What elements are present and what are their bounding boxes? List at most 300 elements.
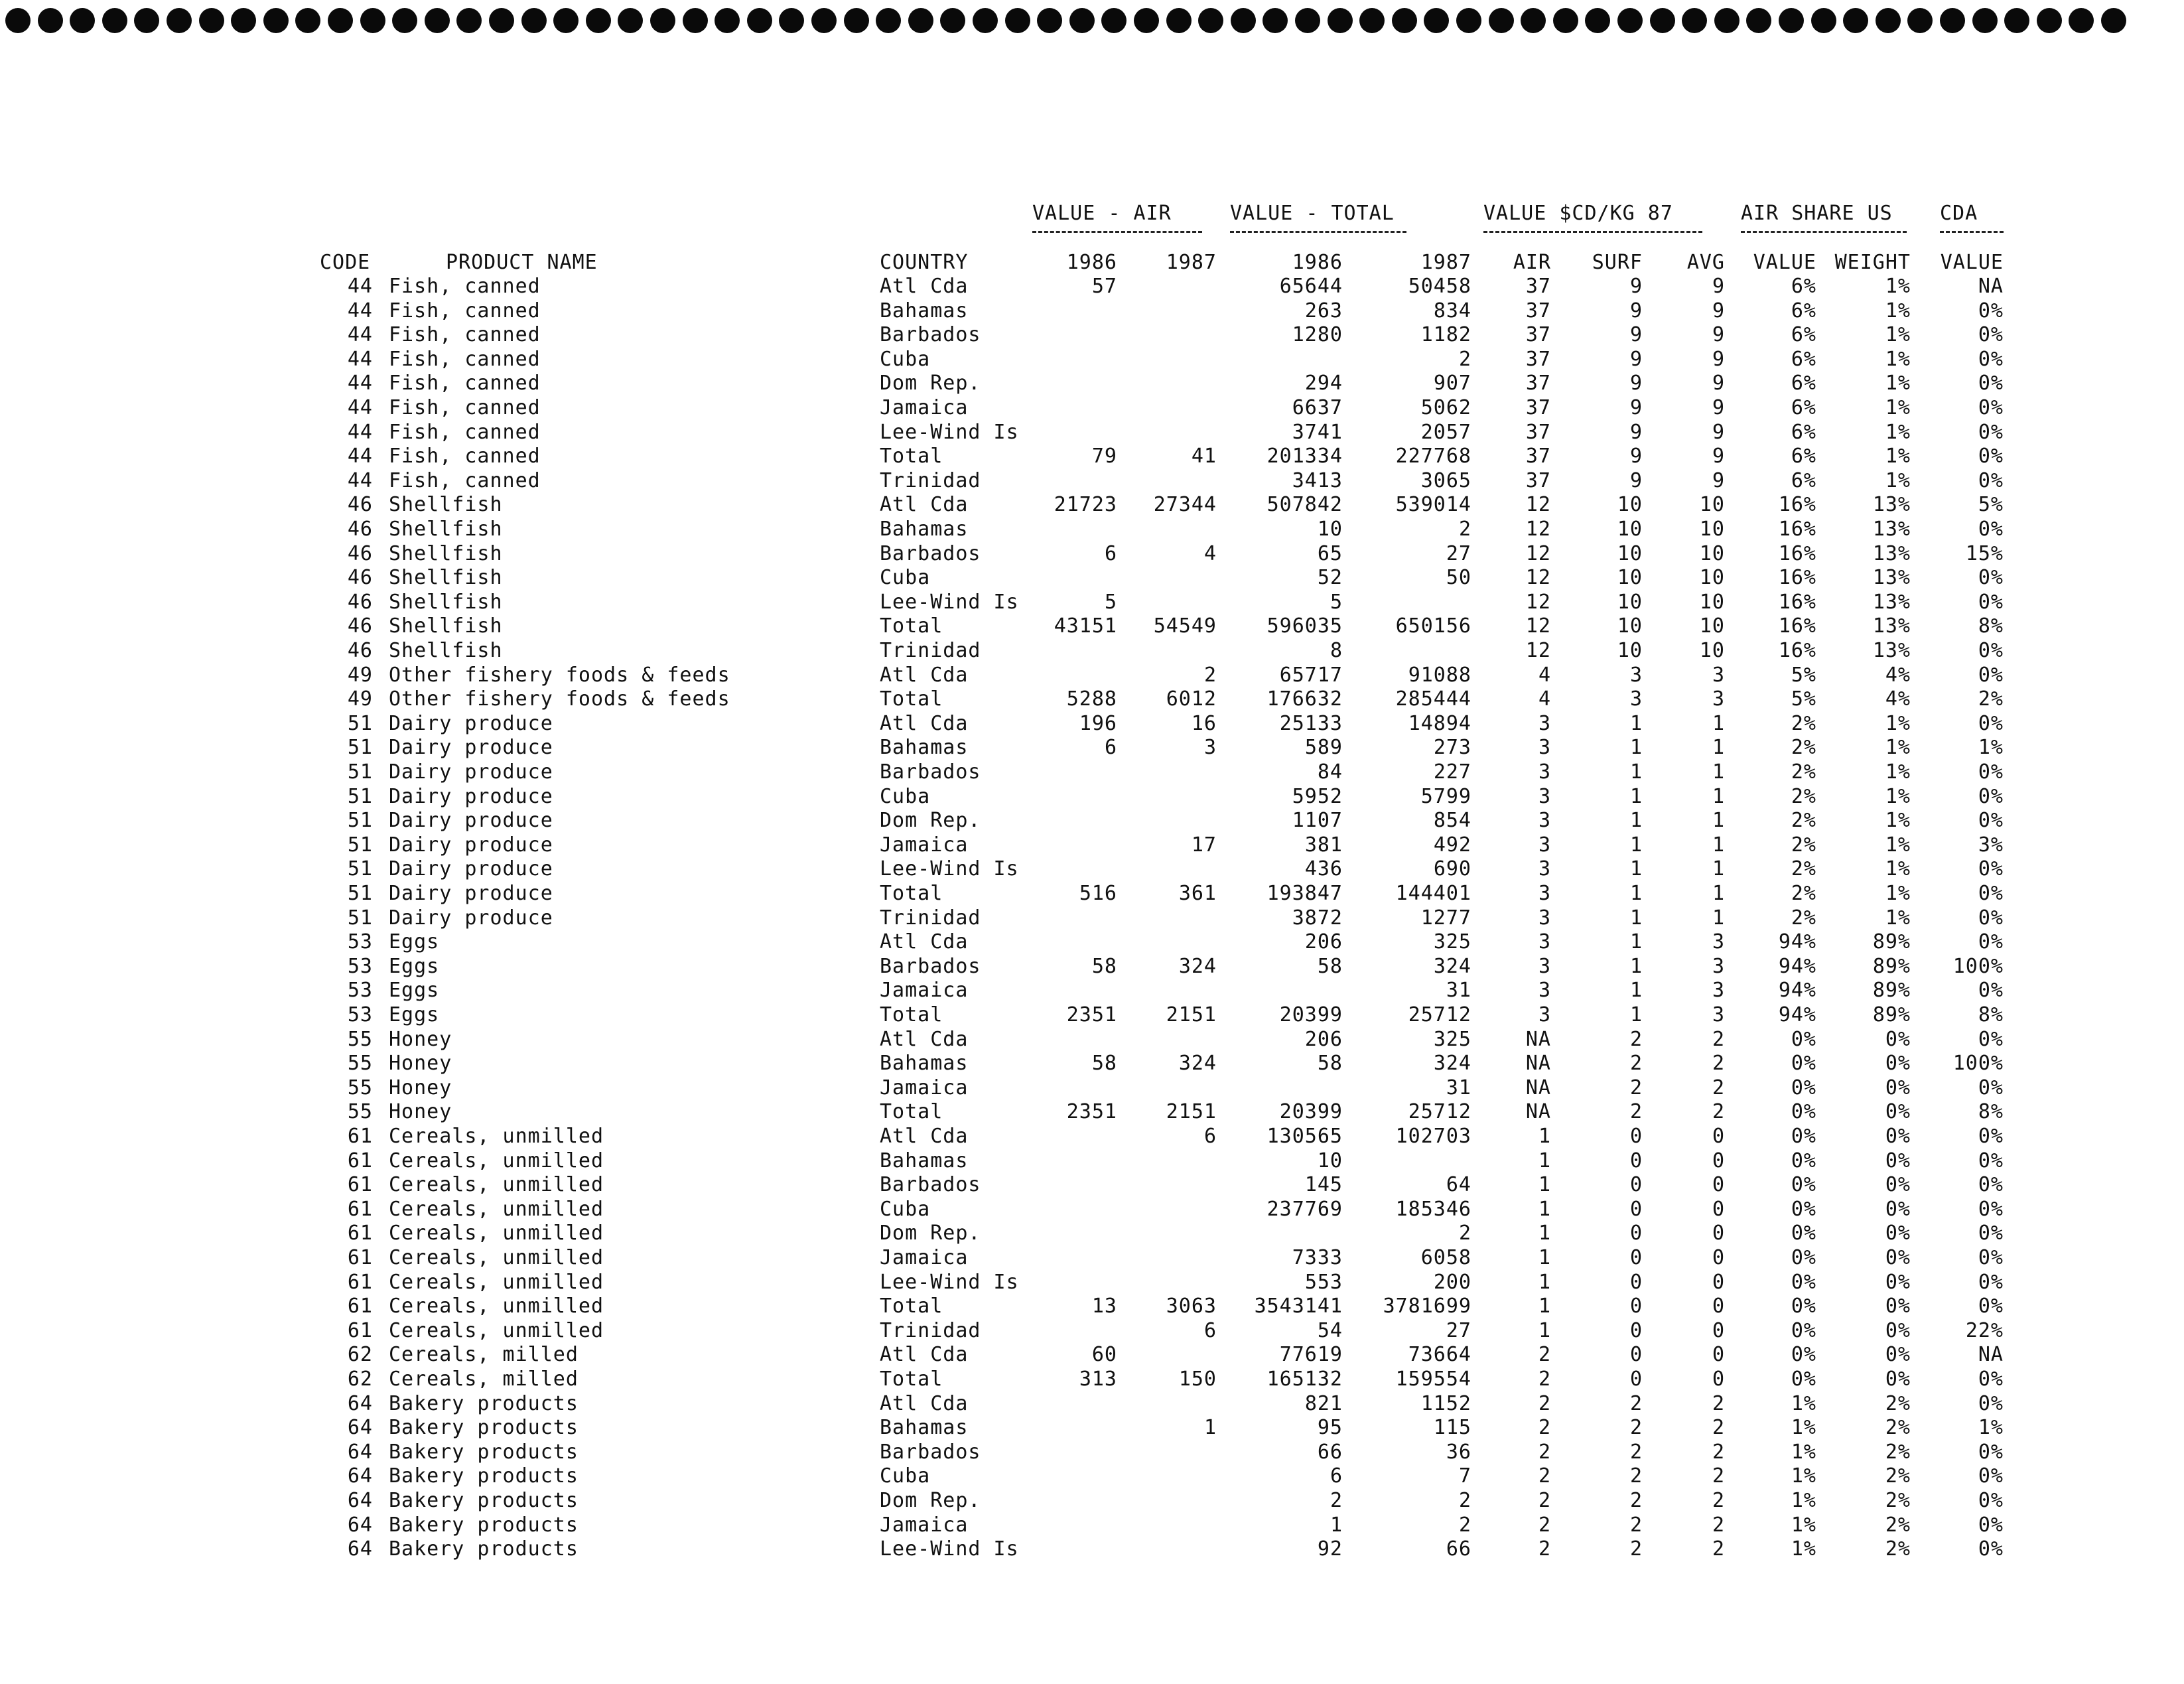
cell-total-1987: 6058 [1420, 1246, 1471, 1269]
cell-country: Atl Cda [880, 1125, 969, 1148]
cell-kg-avg: 2 [1712, 1489, 1725, 1512]
cell-code: 55 [347, 1100, 373, 1123]
cell-cda-value: 0% [1978, 396, 2004, 419]
cell-code: 61 [347, 1295, 373, 1318]
cell-kg-air: 12 [1525, 518, 1551, 541]
cell-total-1987: 2 [1458, 348, 1471, 371]
cell-air-1986: 79 [1091, 445, 1117, 468]
column-header-total-1987: 1987 [1420, 251, 1471, 274]
cell-total-1987: 14894 [1408, 712, 1471, 735]
cell-kg-air: 12 [1525, 493, 1551, 516]
cell-share-weight: 1% [1885, 469, 1911, 492]
cell-share-value: 6% [1791, 372, 1816, 395]
cell-total-1987: 1277 [1420, 906, 1471, 930]
cell-kg-air: 1 [1538, 1198, 1551, 1221]
cell-product-name: Cereals, unmilled [389, 1271, 604, 1294]
cell-total-1986: 165132 [1266, 1368, 1343, 1391]
cell-total-1987: 539014 [1395, 493, 1471, 516]
cell-country: Lee-Wind Is [880, 591, 1019, 614]
cell-total-1986: 65644 [1279, 275, 1343, 298]
cell-cda-value: 0% [1978, 469, 2004, 492]
cell-kg-avg: 10 [1699, 614, 1725, 638]
cell-cda-value: 0% [1978, 930, 2004, 953]
cell-total-1986: 6 [1330, 1464, 1343, 1488]
cell-kg-surf: 2 [1629, 1537, 1643, 1561]
cell-total-1987: 66 [1446, 1537, 1471, 1561]
cell-code: 61 [347, 1319, 373, 1342]
cell-cda-value: 0% [1978, 566, 2004, 589]
cell-product-name: Dairy produce [389, 736, 553, 759]
cell-share-weight: 2% [1885, 1416, 1911, 1439]
cell-air-1987: 324 [1178, 1052, 1217, 1075]
cell-cda-value: 0% [1978, 1028, 2004, 1051]
cell-country: Total [880, 614, 943, 638]
cell-country: Trinidad [880, 469, 981, 492]
cell-kg-avg: 0 [1712, 1295, 1725, 1318]
cell-total-1987: 834 [1433, 299, 1471, 322]
cell-share-value: 94% [1778, 979, 1816, 1002]
cell-share-value: 16% [1778, 542, 1816, 565]
cell-share-weight: 1% [1885, 857, 1911, 880]
cell-code: 61 [347, 1125, 373, 1148]
column-header-total-1986: 1986 [1292, 251, 1343, 274]
cell-kg-air: 2 [1538, 1440, 1551, 1464]
cell-kg-surf: 2 [1629, 1052, 1643, 1075]
cell-country: Bahamas [880, 1149, 969, 1172]
cell-total-1987: 1152 [1420, 1392, 1471, 1415]
cell-share-weight: 1% [1885, 736, 1911, 759]
cell-total-1987: 650156 [1395, 614, 1471, 638]
cell-kg-avg: 2 [1712, 1440, 1725, 1464]
cell-kg-avg: 0 [1712, 1246, 1725, 1269]
cell-total-1987: 27 [1446, 542, 1471, 565]
cell-cda-value: 0% [1978, 639, 2004, 662]
cell-cda-value: 15% [1965, 542, 2004, 565]
cell-share-weight: 0% [1885, 1076, 1911, 1099]
cell-country: Barbados [880, 1173, 981, 1196]
cell-share-value: 0% [1791, 1343, 1816, 1366]
cell-cda-value: 0% [1978, 857, 2004, 880]
cell-share-value: 1% [1791, 1537, 1816, 1561]
cell-cda-value: 1% [1978, 1416, 2004, 1439]
cell-total-1986: 436 [1304, 857, 1343, 880]
cell-total-1987: 907 [1433, 372, 1471, 395]
cell-kg-air: 2 [1538, 1392, 1551, 1415]
cell-share-weight: 1% [1885, 396, 1911, 419]
cell-country: Jamaica [880, 1246, 969, 1269]
cell-code: 44 [347, 299, 373, 322]
cell-country: Jamaica [880, 1076, 969, 1099]
cell-country: Total [880, 687, 943, 711]
cell-product-name: Fish, canned [389, 421, 541, 444]
cell-product-name: Shellfish [389, 518, 503, 541]
cell-product-name: Cereals, unmilled [389, 1173, 604, 1196]
cell-cda-value: 0% [1978, 1149, 2004, 1172]
cell-code: 61 [347, 1246, 373, 1269]
cell-kg-air: 2 [1538, 1489, 1551, 1512]
cell-cda-value: 8% [1978, 1100, 2004, 1123]
cell-product-name: Dairy produce [389, 760, 553, 784]
cell-total-1987: 325 [1433, 930, 1471, 953]
cell-share-value: 0% [1791, 1125, 1816, 1148]
cell-kg-air: 1 [1538, 1173, 1551, 1196]
cell-cda-value: 0% [1978, 1271, 2004, 1294]
cell-total-1986: 206 [1304, 930, 1343, 953]
cell-share-weight: 2% [1885, 1464, 1911, 1488]
column-header-cda-value: VALUE [1940, 251, 2004, 274]
cell-kg-avg: 10 [1699, 542, 1725, 565]
cell-code: 44 [347, 323, 373, 346]
cell-product-name: Fish, canned [389, 469, 541, 492]
cell-kg-avg: 0 [1712, 1198, 1725, 1221]
cell-share-value: 0% [1791, 1222, 1816, 1245]
cell-kg-air: 37 [1525, 299, 1551, 322]
cell-kg-surf: 1 [1629, 906, 1643, 930]
cell-kg-air: 1 [1538, 1246, 1551, 1269]
cell-kg-surf: 0 [1629, 1198, 1643, 1221]
cell-country: Cuba [880, 566, 931, 589]
cell-kg-avg: 3 [1712, 955, 1725, 978]
column-header-code: CODE [320, 251, 371, 274]
cell-product-name: Cereals, unmilled [389, 1125, 604, 1148]
cell-kg-avg: 9 [1712, 421, 1725, 444]
cell-share-value: 0% [1791, 1052, 1816, 1075]
cell-kg-air: 12 [1525, 591, 1551, 614]
cell-country: Barbados [880, 323, 981, 346]
cell-code: 49 [347, 664, 373, 687]
cell-total-1986: 237769 [1266, 1198, 1343, 1221]
cell-code: 55 [347, 1028, 373, 1051]
cell-code: 55 [347, 1076, 373, 1099]
cell-total-1987: 2057 [1420, 421, 1471, 444]
cell-code: 61 [347, 1271, 373, 1294]
cell-share-value: 2% [1791, 712, 1816, 735]
cell-total-1986: 821 [1304, 1392, 1343, 1415]
cell-total-1986: 263 [1304, 299, 1343, 322]
cell-total-1986: 1280 [1292, 323, 1343, 346]
cell-kg-avg: 9 [1712, 396, 1725, 419]
cell-kg-surf: 10 [1617, 518, 1643, 541]
cell-kg-surf: 1 [1629, 979, 1643, 1002]
cell-code: 46 [347, 493, 373, 516]
cell-cda-value: 0% [1978, 299, 2004, 322]
cell-product-name: Shellfish [389, 591, 503, 614]
cell-share-value: 2% [1791, 760, 1816, 784]
cell-air-1986: 57 [1091, 275, 1117, 298]
cell-air-1987: 41 [1191, 445, 1217, 468]
cell-product-name: Honey [389, 1100, 452, 1123]
cell-country: Atl Cda [880, 664, 969, 687]
cell-share-weight: 89% [1872, 979, 1911, 1002]
cell-product-name: Dairy produce [389, 857, 553, 880]
cell-share-value: 0% [1791, 1149, 1816, 1172]
cell-share-value: 6% [1791, 299, 1816, 322]
cell-share-weight: 1% [1885, 372, 1911, 395]
cell-code: 61 [347, 1198, 373, 1221]
cell-total-1987: 325 [1433, 1028, 1471, 1051]
cell-total-1986: 6637 [1292, 396, 1343, 419]
cell-code: 44 [347, 348, 373, 371]
cell-product-name: Bakery products [389, 1537, 579, 1561]
cell-kg-avg: 3 [1712, 687, 1725, 711]
cell-kg-avg: 9 [1712, 469, 1725, 492]
cell-kg-avg: 2 [1712, 1076, 1725, 1099]
cell-product-name: Cereals, unmilled [389, 1246, 604, 1269]
cell-product-name: Honey [389, 1052, 452, 1075]
cell-share-weight: 1% [1885, 348, 1911, 371]
cell-cda-value: 0% [1978, 1464, 2004, 1488]
cell-air-1987: 16 [1191, 712, 1217, 735]
cell-kg-surf: 1 [1629, 833, 1643, 857]
cell-product-name: Honey [389, 1076, 452, 1099]
cell-share-weight: 2% [1885, 1513, 1911, 1537]
cell-kg-avg: 1 [1712, 833, 1725, 857]
cell-air-1987: 2151 [1166, 1100, 1217, 1123]
cell-share-value: 0% [1791, 1076, 1816, 1099]
cell-total-1987: 27 [1446, 1319, 1471, 1342]
cell-kg-avg: 3 [1712, 1003, 1725, 1026]
cell-kg-avg: 9 [1712, 275, 1725, 298]
cell-share-value: 0% [1791, 1271, 1816, 1294]
cell-product-name: Bakery products [389, 1392, 579, 1415]
cell-share-weight: 1% [1885, 785, 1911, 808]
cell-kg-avg: 2 [1712, 1052, 1725, 1075]
cell-product-name: Cereals, milled [389, 1343, 579, 1366]
cell-kg-avg: 10 [1699, 518, 1725, 541]
cell-share-weight: 2% [1885, 1440, 1911, 1464]
cell-cda-value: 100% [1952, 955, 2004, 978]
cell-kg-avg: 0 [1712, 1368, 1725, 1391]
cell-cda-value: 0% [1978, 760, 2004, 784]
cell-country: Dom Rep. [880, 1222, 981, 1245]
cell-kg-surf: 0 [1629, 1295, 1643, 1318]
cell-code: 62 [347, 1343, 373, 1366]
cell-kg-air: NA [1525, 1052, 1551, 1075]
cell-kg-surf: 9 [1629, 396, 1643, 419]
cell-total-1986: 193847 [1266, 882, 1343, 905]
cell-total-1987: 31 [1446, 979, 1471, 1002]
cell-air-1987: 3063 [1166, 1295, 1217, 1318]
cell-country: Cuba [880, 1464, 931, 1488]
cell-code: 44 [347, 469, 373, 492]
cell-total-1986: 52 [1317, 566, 1343, 589]
cell-code: 64 [347, 1513, 373, 1537]
cell-cda-value: 0% [1978, 979, 2004, 1002]
cell-kg-surf: 0 [1629, 1343, 1643, 1366]
cell-kg-air: 37 [1525, 348, 1551, 371]
cell-code: 64 [347, 1464, 373, 1488]
cell-air-1986: 516 [1079, 882, 1117, 905]
cell-total-1986: 507842 [1266, 493, 1343, 516]
cell-total-1987: 5062 [1420, 396, 1471, 419]
cell-product-name: Other fishery foods & feeds [389, 687, 730, 711]
group-header-air-share: AIR SHARE US [1741, 202, 1893, 225]
cell-kg-surf: 9 [1629, 323, 1643, 346]
cell-kg-surf: 2 [1629, 1464, 1643, 1488]
cell-kg-surf: 0 [1629, 1125, 1643, 1148]
cell-total-1986: 201334 [1266, 445, 1343, 468]
cell-code: 46 [347, 566, 373, 589]
cell-cda-value: 0% [1978, 1392, 2004, 1415]
cell-share-weight: 1% [1885, 421, 1911, 444]
cell-kg-avg: 10 [1699, 566, 1725, 589]
cell-air-1987: 2151 [1166, 1003, 1217, 1026]
cell-country: Total [880, 1003, 943, 1026]
cell-product-name: Shellfish [389, 614, 503, 638]
cell-share-value: 94% [1778, 930, 1816, 953]
cell-air-1986: 60 [1091, 1343, 1117, 1366]
cell-product-name: Dairy produce [389, 906, 553, 930]
cell-share-value: 2% [1791, 833, 1816, 857]
cell-kg-air: 3 [1538, 1003, 1551, 1026]
column-header-product-name: PRODUCT NAME [446, 251, 598, 274]
cell-total-1986: 294 [1304, 372, 1343, 395]
cell-country: Atl Cda [880, 275, 969, 298]
cell-kg-air: 1 [1538, 1295, 1551, 1318]
cell-cda-value: NA [1978, 1343, 2004, 1366]
cell-kg-surf: 1 [1629, 809, 1643, 832]
cell-share-value: 16% [1778, 493, 1816, 516]
cell-country: Barbados [880, 760, 981, 784]
cell-product-name: Fish, canned [389, 275, 541, 298]
cell-total-1986: 381 [1304, 833, 1343, 857]
cell-air-1987: 4 [1203, 542, 1217, 565]
cell-total-1987: 144401 [1395, 882, 1471, 905]
cell-cda-value: 8% [1978, 1003, 2004, 1026]
cell-country: Total [880, 1368, 943, 1391]
cell-share-value: 6% [1791, 275, 1816, 298]
cell-code: 44 [347, 396, 373, 419]
cell-cda-value: 100% [1952, 1052, 2004, 1075]
cell-country: Dom Rep. [880, 372, 981, 395]
cell-total-1987: 50458 [1408, 275, 1471, 298]
cell-kg-air: 12 [1525, 639, 1551, 662]
cell-country: Barbados [880, 955, 981, 978]
cell-total-1986: 65717 [1279, 664, 1343, 687]
cell-total-1987: 2 [1458, 1222, 1471, 1245]
cell-cda-value: 0% [1978, 1440, 2004, 1464]
cell-code: 53 [347, 979, 373, 1002]
cell-cda-value: 0% [1978, 372, 2004, 395]
cell-cda-value: 0% [1978, 591, 2004, 614]
cell-kg-avg: 0 [1712, 1343, 1725, 1366]
cell-kg-avg: 2 [1712, 1513, 1725, 1537]
cell-kg-surf: 9 [1629, 421, 1643, 444]
cell-total-1987: 285444 [1395, 687, 1471, 711]
cell-air-1987: 2 [1203, 664, 1217, 687]
cell-cda-value: 0% [1978, 1173, 2004, 1196]
cell-total-1986: 10 [1317, 518, 1343, 541]
cell-share-weight: 13% [1872, 518, 1911, 541]
cell-total-1986: 8 [1330, 639, 1343, 662]
cell-country: Atl Cda [880, 493, 969, 516]
cell-cda-value: 0% [1978, 1489, 2004, 1512]
cell-share-value: 1% [1791, 1440, 1816, 1464]
cell-product-name: Shellfish [389, 639, 503, 662]
cell-product-name: Eggs [389, 930, 440, 953]
cell-kg-surf: 0 [1629, 1222, 1643, 1245]
cell-product-name: Eggs [389, 955, 440, 978]
cell-air-1986: 58 [1091, 955, 1117, 978]
cell-country: Cuba [880, 1198, 931, 1221]
cell-cda-value: 0% [1978, 518, 2004, 541]
cell-kg-avg: 1 [1712, 809, 1725, 832]
cell-share-value: 0% [1791, 1028, 1816, 1051]
cell-cda-value: 8% [1978, 614, 2004, 638]
cell-air-1987: 150 [1178, 1368, 1217, 1391]
cell-total-1987: 64 [1446, 1173, 1471, 1196]
cell-product-name: Dairy produce [389, 809, 553, 832]
column-header-air-1987: 1987 [1166, 251, 1217, 274]
cell-total-1986: 92 [1317, 1537, 1343, 1561]
cell-code: 46 [347, 639, 373, 662]
cell-share-value: 6% [1791, 396, 1816, 419]
cell-total-1986: 589 [1304, 736, 1343, 759]
cell-product-name: Bakery products [389, 1464, 579, 1488]
cell-country: Dom Rep. [880, 809, 981, 832]
cell-total-1987: 7 [1458, 1464, 1471, 1488]
cell-kg-avg: 0 [1712, 1222, 1725, 1245]
cell-kg-air: 3 [1538, 785, 1551, 808]
cell-share-weight: 0% [1885, 1052, 1911, 1075]
cell-product-name: Fish, canned [389, 445, 541, 468]
cell-total-1986: 130565 [1266, 1125, 1343, 1148]
cell-share-weight: 1% [1885, 882, 1911, 905]
cell-kg-avg: 3 [1712, 930, 1725, 953]
cell-total-1987: 31 [1446, 1076, 1471, 1099]
cell-kg-avg: 2 [1712, 1100, 1725, 1123]
cell-code: 64 [347, 1416, 373, 1439]
cell-share-value: 1% [1791, 1416, 1816, 1439]
cell-total-1987: 25712 [1408, 1003, 1471, 1026]
cell-cda-value: 0% [1978, 1198, 2004, 1221]
cell-air-1986: 21723 [1054, 493, 1117, 516]
cell-kg-surf: 1 [1629, 882, 1643, 905]
cell-kg-avg: 0 [1712, 1149, 1725, 1172]
cell-share-weight: 0% [1885, 1368, 1911, 1391]
cell-share-weight: 0% [1885, 1319, 1911, 1342]
cell-total-1986: 65 [1317, 542, 1343, 565]
cell-kg-avg: 2 [1712, 1464, 1725, 1488]
cell-product-name: Other fishery foods & feeds [389, 664, 730, 687]
cell-kg-surf: 9 [1629, 299, 1643, 322]
cell-kg-air: 3 [1538, 882, 1551, 905]
cell-share-weight: 4% [1885, 687, 1911, 711]
cell-total-1986: 176632 [1266, 687, 1343, 711]
cell-product-name: Dairy produce [389, 882, 553, 905]
cell-kg-air: 3 [1538, 736, 1551, 759]
cell-total-1987: 5799 [1420, 785, 1471, 808]
cell-cda-value: 1% [1978, 736, 2004, 759]
cell-product-name: Cereals, unmilled [389, 1149, 604, 1172]
cell-kg-avg: 0 [1712, 1125, 1725, 1148]
cell-kg-surf: 9 [1629, 469, 1643, 492]
cell-share-weight: 0% [1885, 1295, 1911, 1318]
underline-value-per-kg [1483, 231, 1702, 233]
cell-country: Cuba [880, 785, 931, 808]
cell-country: Atl Cda [880, 1028, 969, 1051]
cell-air-1986: 6 [1104, 542, 1117, 565]
cell-total-1986: 3872 [1292, 906, 1343, 930]
underline-air-share [1741, 231, 1907, 233]
cell-country: Total [880, 1100, 943, 1123]
cell-total-1987: 492 [1433, 833, 1471, 857]
cell-cda-value: 0% [1978, 785, 2004, 808]
cell-air-1987: 54549 [1153, 614, 1217, 638]
cell-share-weight: 13% [1872, 591, 1911, 614]
cell-total-1986: 145 [1304, 1173, 1343, 1196]
cell-total-1987: 2 [1458, 1489, 1471, 1512]
